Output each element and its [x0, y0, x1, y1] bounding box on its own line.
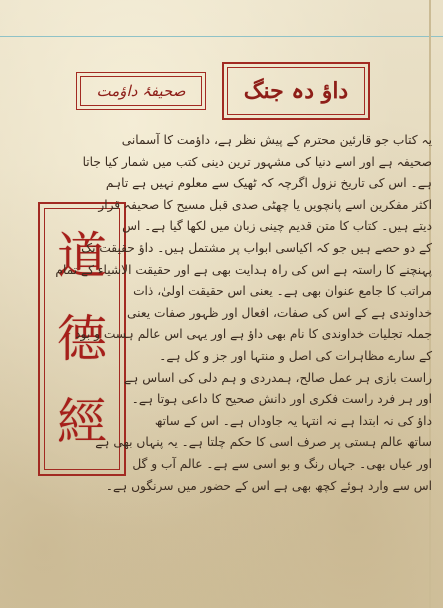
seal-character: 道: [57, 226, 107, 285]
text-line: داؤ کی نہ ابتدا ہے نہ انتہا یہ جاوداں ہے۔ اس کے ساتھ: [154, 413, 432, 428]
text-line: اور ہر فرد راست فکری اور دانش صحیح کا داعی ہوتا ہے۔: [131, 392, 432, 407]
book-title-frame: [222, 62, 370, 120]
text-line: خداوندی ہے کے اس کی صفات، افعال اور ظہور صفات یعنی: [126, 305, 432, 320]
text-line: ساتھ عالم ہستی پر صرف اسی کا حکم چلتا ہے۔ یہ پنہاں بھی ہے: [95, 435, 432, 450]
seal-character: 德: [57, 309, 107, 368]
subtitle: صحیفۂ داؤمت: [96, 82, 186, 100]
text-line: دیتے ہیں۔ کتاب کا متن قدیم چینی زبان میں لکھا گیا ہے۔ اس: [122, 219, 432, 234]
top-rule: [0, 36, 443, 37]
book-title: داؤ دہ جنگ: [243, 78, 349, 104]
text-line: ہے۔ اس کی تاریخ نزول اگرچہ کہ ٹھیک سے معلوم نہیں ہے تاہم: [105, 176, 432, 191]
text-line: پہنچنے کا راستہ ہے اس کی راہ ہدایت بھی ہے اور حقیقت الاشیاء کے تمام: [55, 262, 432, 277]
body-text: [55, 130, 432, 602]
text-line: یہ کتاب جو قارئین محترم کے پیش نظر ہے، داؤمت کا آسمانی: [121, 133, 432, 147]
text-line: صحیفہ ہے اور اسے دنیا کی مشہور ترین دینی کتب میں شمار کیا جاتا: [82, 154, 432, 169]
text-line: کے سارے مظاہرات کی اصل و منتہا اور جز و کل ہے۔: [159, 348, 432, 363]
text-line: اس سے وارد ہوئے کچھ بھی ہے اس کے حضور میں سرنگوں ہے۔: [105, 478, 432, 493]
subtitle-frame: [76, 72, 206, 110]
text-line: اکثر مفکرین اسے پانچویں یا چھٹی صدی قبل مسیح کا صحیفہ قرار: [98, 197, 432, 212]
text-line: راست بازی ہر عمل صالح، ہمدردی و ہم دلی کی اساس ہے: [124, 370, 432, 385]
text-line: مراتب کا جامع عنوان بھی ہے۔ یعنی اس حقیقت اولیٰ، ذات: [133, 284, 432, 299]
text-line: کے دو حصے ہیں جو کہ اکیاسی ابواب پر مشتمل ہیں۔ داؤ حقیقت تک: [81, 240, 432, 255]
text-line: اور عیاں بھی۔ جہاں رنگ و بو اسی سے ہے۔ عالم آب و گل: [132, 456, 432, 471]
seal-character: 經: [57, 393, 107, 452]
text-line: جملہ تجلیات خداوندی کا نام بھی داؤ ہے اور یہی اس عالم ہست و بود: [75, 327, 432, 342]
